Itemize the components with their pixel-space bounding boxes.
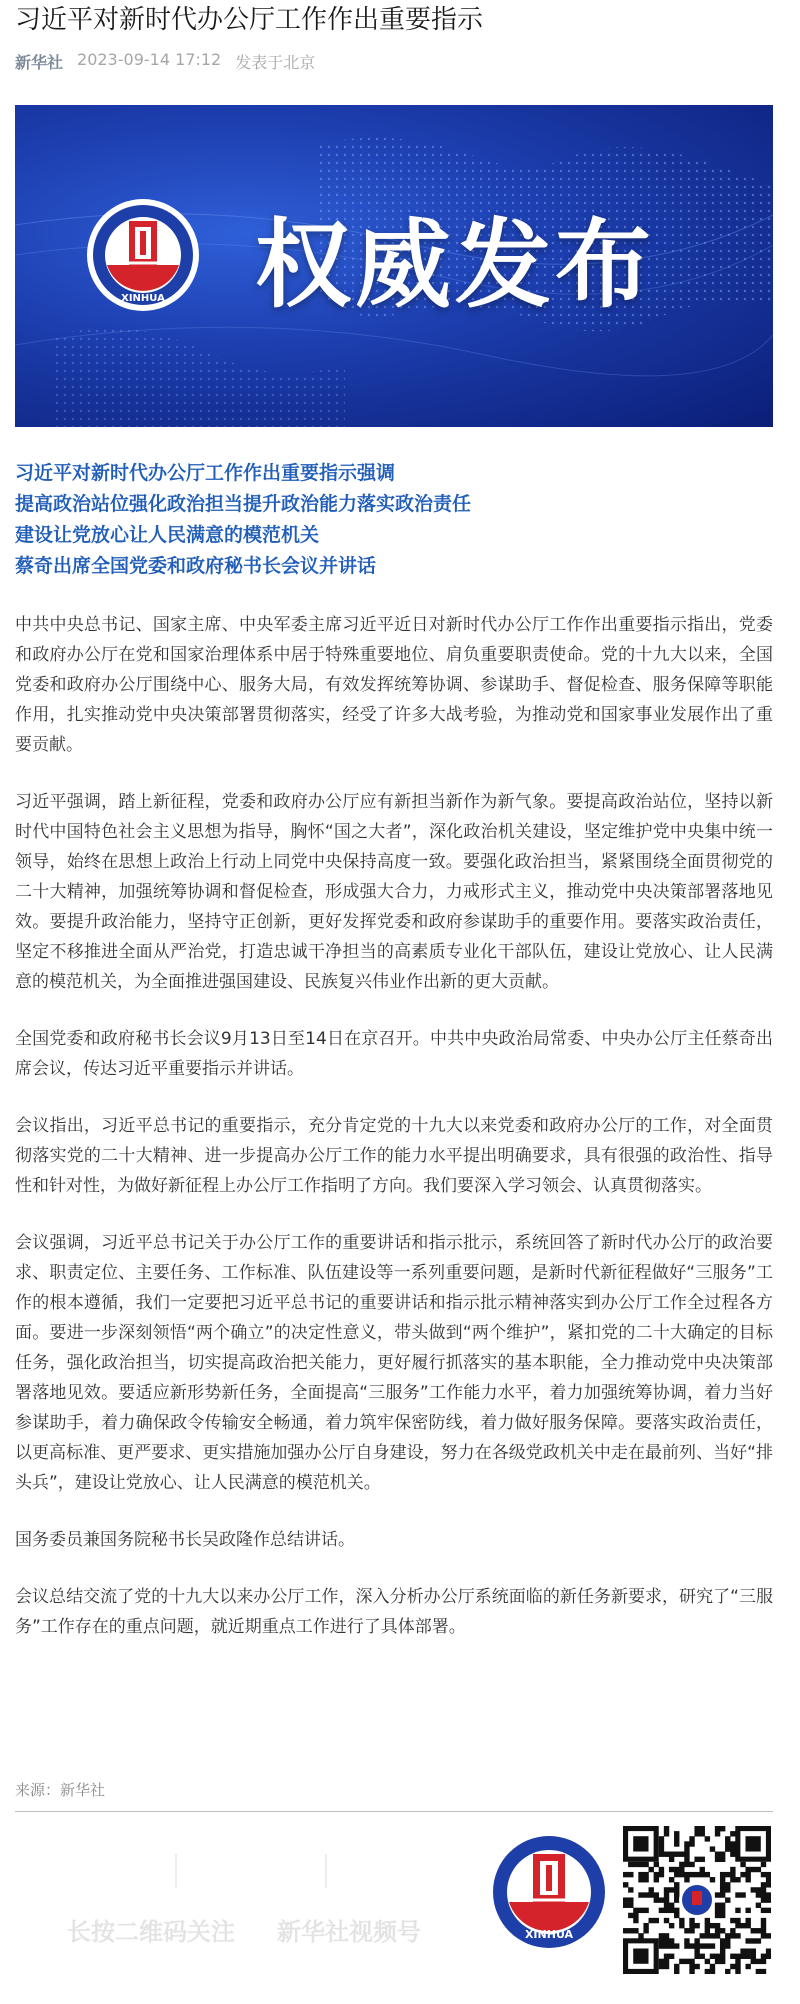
banner-image <box>15 105 773 427</box>
headline-group <box>15 458 775 582</box>
paragraph: 国务委员兼国务院秘书长吴政隆作总结讲话。 <box>15 1530 355 1550</box>
logo-caption: XINHUA <box>524 1928 574 1941</box>
article-body <box>15 610 773 1669</box>
headline-4: 蔡奇出席全国党委和政府秘书长会议并讲话 <box>15 555 377 577</box>
paragraph: 会议总结交流了党的十九大以来办公厅工作，深入分析办公厅系统面临的新任务新要求，研究了“三服务”工作存在的重点问题，就近期重点工作进行了具体部署。 <box>15 1587 773 1637</box>
paragraph: 中共中央总书记、国家主席、中央军委主席习近平近日对新时代办公厅工作作出重要指示指出，党委和政府办公厅在党和国家治理体系中居于特殊重要地位、肩负重要职责使命。党的十九大以来，全国党委和政府办公厅围绕中心、服务大局，有效发挥统筹协调、参谋助手、督促检查、服务保障等职能作用，扎实推动党中央决策部署贯彻落实，经受了许多大战考验，为推动党和国家事业发展作出了重要贡献。 <box>15 615 773 755</box>
headline-2: 提高政治站位强化政治担当提升政治能力落实政治责任 <box>15 493 472 515</box>
paragraph: 习近平强调，踏上新征程，党委和政府办公厅应有新担当新作为新气象。要提高政治站位，坚持以新时代中国特色社会主义思想为指导，胸怀“国之大者”，深化政治机关建设，坚定维护党中央集中统一领导，始终在思想上政治上行动上同党中央保持高度一致。要强化政治担当，紧紧围绕全面贯彻党的二十大精神，加强统筹协调和督促检查，形成强大合力，力戒形式主义，推动党中央决策部署落地见效。要提升政治能力，坚持守正创新，更好发挥党委和政府参谋助手的重要作用。要落实政治责任，坚定不移推进全面从严治党，打造忠诚干净担当的高素质专业化干部队伍，建设让党放心、让人民满意的模范机关，为全面推进强国建设、民族复兴伟业作出新的更大贡献。 <box>15 792 773 992</box>
banner-title: 权威发布 <box>255 209 655 321</box>
article-meta <box>15 50 782 73</box>
divider <box>175 1854 177 1888</box>
headline-3: 建设让党放心让人民满意的模范机关 <box>15 524 320 546</box>
divider <box>325 1854 327 1888</box>
source-link[interactable]: 新华社 <box>15 53 64 72</box>
publish-location: 发表于北京 <box>235 53 316 72</box>
article <box>15 0 782 1946</box>
qr-code-pattern <box>623 1826 771 1974</box>
logo-caption: XINHUA <box>121 293 165 304</box>
footer-promo <box>15 1812 773 1982</box>
paragraph: 会议强调，习近平总书记关于办公厅工作的重要讲话和指示批示，系统回答了新时代办公厅的政治要求、职责定位、主要任务、工作标准、队伍建设等一系列重要问题，是新时代新征程做好“三服务”工作的根本遵循，我们一定要把习近平总书记的重要讲话和指示批示精神落实到办公厅工作全过程各方面。要进一步深刻领悟“两个确立”的决定性意义，带头做到“两个维护”，紧扣党的二十大确定的目标任务，强化政治担当，切实提高政治把关能力，更好履行抓落实的基本职能，全力推动党中央决策部署落地见效。要适应新形势新任务，全面提高“三服务”工作能力水平，着力加强统筹协调，着力当好参谋助手，着力确保政令传输安全畅通，着力筑牢保密防线，着力做好服务保障。要落实政治责任，以更高标准、更严要求、更实措施加强办公厅自身建设，努力在各级党政机关中走在最前列、当好“排头兵”，建设让党放心、让人民满意的模范机关。 <box>15 1233 773 1493</box>
xinhua-logo <box>489 1830 609 1970</box>
paragraph: 会议指出，习近平总书记的重要指示，充分肯定党的十九大以来党委和政府办公厅的工作，对全面贯彻落实党的二十大精神、进一步提高办公厅工作的能力水平提出明确要求，具有很强的政治性、指导性和针对性，为做好新征程上办公厅工作指明了方向。我们要深入学习领会、认真贯彻落实。 <box>15 1116 773 1196</box>
publish-time: 2023-09-14 17:12 <box>77 50 222 69</box>
channel-name: 新华社视频号 <box>277 1918 421 1946</box>
article-title: 习近平对新时代办公厅工作作出重要指示 <box>15 5 484 35</box>
headline-1: 习近平对新时代办公厅工作作出重要指示强调 <box>15 462 396 484</box>
paragraph: 全国党委和政府秘书长会议9月13日至14日在京召开。中共中央政治局常委、中央办公厅主任蔡奇出席会议，传达习近平重要指示并讲话。 <box>15 1029 773 1079</box>
qr-code[interactable] <box>623 1826 771 1974</box>
source-credit: 来源：新华社 <box>15 1781 106 1799</box>
qr-prompt-text: 长按二维码关注 <box>67 1918 235 1946</box>
